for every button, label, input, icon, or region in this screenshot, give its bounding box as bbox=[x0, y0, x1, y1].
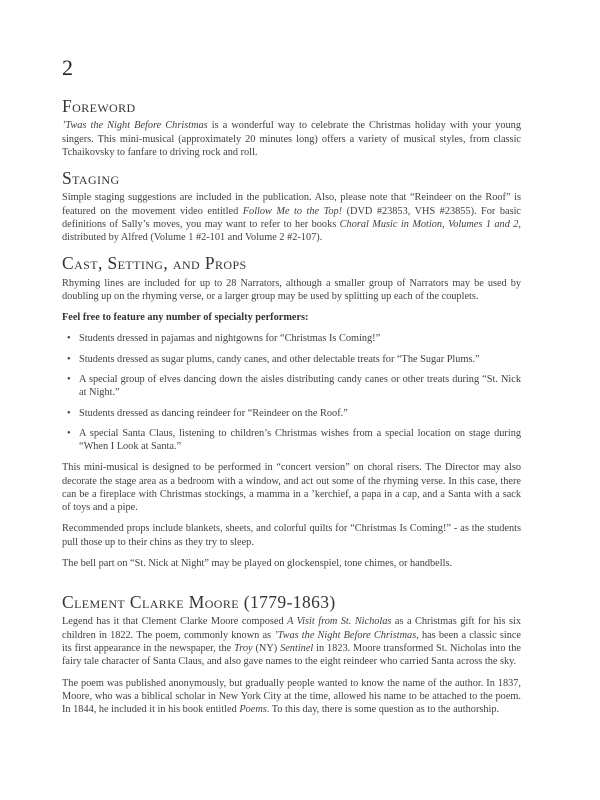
text-run: (NY) bbox=[252, 643, 281, 654]
text-run: , distributed by Alfred (Volume 1 #2-101 and Volume 2 #2-107). bbox=[62, 218, 521, 244]
italic-text: Follow Me to the Top! bbox=[242, 205, 343, 217]
list-item bbox=[77, 427, 521, 454]
italic-text: ’Twas the Night Before Christmas bbox=[62, 120, 208, 132]
list-item bbox=[77, 353, 521, 366]
italic-text: Choral Music in Motion, Volumes 1 and 2 bbox=[339, 218, 519, 230]
text-run: Legend has it that Clement Clarke Moore composed bbox=[62, 616, 288, 628]
specialty-performers-list bbox=[62, 332, 521, 453]
italic-text: A Visit from St. Nicholas bbox=[287, 616, 392, 628]
paragraph bbox=[62, 557, 521, 570]
paragraph bbox=[62, 461, 521, 514]
paragraph bbox=[62, 277, 521, 304]
text-run: in 1823. Moore transformed St. Nicholas into the fairy tale character of Santa Claus, and also gave names to the eight reindeer who carried Santa across the sky. bbox=[62, 643, 521, 668]
italic-text: Troy bbox=[234, 643, 253, 654]
text-run: Simple staging suggestions are included in the publication. Also, please note that “Reindeer on the Roof” is featured on the movement video entitled bbox=[62, 192, 521, 217]
text-run: is a wonderful way to celebrate the Christmas holiday with your young singers. This mini-musical (approximately 20 minutes long) offers a variety of musical styles, from classic Tchaikovsky to fanfare to driving rock and roll. bbox=[62, 120, 521, 158]
list-item bbox=[77, 407, 521, 420]
text-run: The bell part on “St. Nick at Night” may be played on glockenspiel, tone chimes, or handbells. bbox=[62, 558, 453, 570]
text-run: Rhyming lines are included for up to 28 Narrators, although a smaller group of Narrators may be used by doubling up on the rhyming verse, or a larger group may be used by splitting up each of the couplets. bbox=[62, 277, 521, 302]
text-run: Students dressed as dancing reindeer for “Reindeer on the Roof.” bbox=[79, 407, 348, 419]
section-heading-staging: Staging bbox=[62, 168, 120, 189]
italic-text: ’Twas the Night Before Christmas bbox=[274, 629, 417, 641]
text-run: The poem was published anonymously, but gradually people wanted to know the name of the author. In 1837, Moore, who was a biblical scholar in New York City at the time, allowed his name to be attached to the poem. In 1844, he included it in his book entitled bbox=[62, 677, 521, 716]
paragraph bbox=[62, 522, 521, 549]
italic-text: Poems bbox=[239, 704, 267, 716]
paragraph bbox=[62, 119, 521, 159]
bold-text: Feel free to feature any number of specialty performers: bbox=[62, 312, 309, 324]
text-run: (DVD #23853, VHS #23855). For basic definitions of Sally’s moves, you may want to refer to her books bbox=[62, 205, 522, 230]
paragraph bbox=[62, 191, 521, 244]
list-item bbox=[77, 332, 521, 345]
text-run: , has been a classic since its first appearance in the newspaper, the bbox=[62, 629, 521, 654]
page-number: 2 bbox=[62, 55, 73, 80]
text-run: . To this day, there is some question as to the authorship. bbox=[266, 704, 500, 716]
text-run: Students dressed as sugar plums, candy canes, and other delectable treats for “The Sugar Plums.” bbox=[79, 353, 480, 365]
paragraph bbox=[62, 311, 521, 324]
text-run: Recommended props include blankets, sheets, and colorful quilts for “Christmas Is Coming!” - as the students pull those up to their chins as they try to sleep. bbox=[62, 523, 521, 548]
list-item bbox=[77, 373, 521, 400]
section-heading-clement-clarke-moore: Clement Clarke Moore (1779-1863) bbox=[62, 592, 336, 613]
text-run: This mini-musical is designed to be performed in “concert version” on choral risers. The Director may also decorate the stage area as a bedroom with a window, and act out some of the rhyming verse. In this case, there can be a fireplace with Christmas stockings, a mamma in a ’kerchief, a papa in a cap, and a Santa with a sack of toys and a pipe. bbox=[62, 462, 521, 514]
text-run: as a Christmas gift for his six children in 1822. The poem, commonly known as bbox=[62, 616, 521, 641]
text-run: Students dressed in pajamas and nightgowns for “Christmas Is Coming!” bbox=[79, 333, 381, 345]
italic-text: Sentinel bbox=[280, 643, 314, 654]
document-content bbox=[62, 96, 521, 716]
section-heading-foreword: Foreword bbox=[62, 96, 136, 117]
paragraph bbox=[62, 615, 521, 668]
paragraph bbox=[62, 677, 521, 717]
section-heading-cast-setting-and-props: Cast, Setting, and Props bbox=[62, 253, 247, 274]
text-run: A special Santa Claus, listening to children’s Christmas wishes from a special location on stage during “When I Look at Santa.” bbox=[79, 427, 521, 453]
text-run: A special group of elves dancing down the aisles distributing candy canes or other treats during “St. Nick at Night.” bbox=[79, 373, 521, 399]
